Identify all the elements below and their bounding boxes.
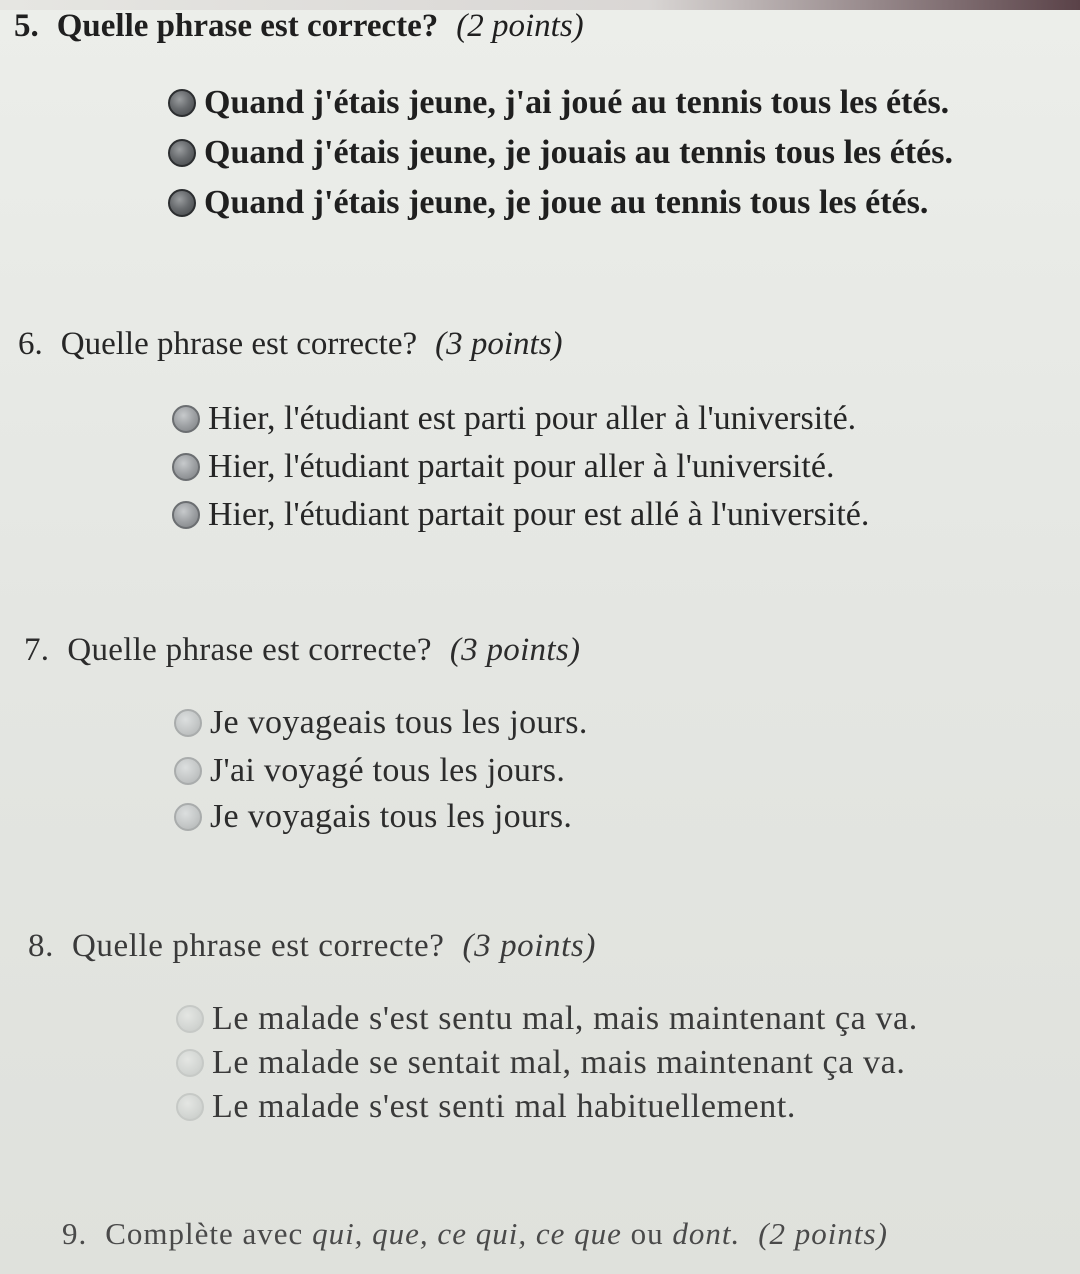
answer-option[interactable] [168, 84, 949, 122]
answer-label: Quand j'étais jeune, je jouais au tennis tous les étés. [204, 134, 953, 171]
question-prompt: Quelle phrase est correcte? [67, 632, 432, 668]
answer-label: J'ai voyagé tous les jours. [210, 752, 566, 789]
question-number: 8. [28, 928, 54, 964]
answer-option[interactable] [174, 752, 565, 790]
radio-button[interactable] [172, 501, 200, 529]
answer-label: Je voyagais tous les jours. [210, 798, 573, 835]
question-number: 5. [14, 8, 39, 44]
radio-button[interactable] [172, 405, 200, 433]
answer-label: Hier, l'étudiant est parti pour aller à l'université. [208, 400, 857, 437]
answer-option[interactable] [176, 1088, 796, 1126]
radio-button[interactable] [168, 139, 196, 167]
question-title [62, 1216, 888, 1252]
radio-button[interactable] [172, 453, 200, 481]
answer-label: Quand j'étais jeune, j'ai joué au tennis tous les étés. [204, 84, 950, 121]
question-or: ou [630, 1216, 664, 1251]
question-points: (2 points) [758, 1216, 888, 1251]
answer-label: Le malade se sentait mal, mais maintenant ça va. [212, 1044, 906, 1081]
question-points: (3 points) [449, 632, 581, 668]
answer-option[interactable] [174, 798, 572, 836]
answer-option[interactable] [176, 1000, 918, 1038]
question-last-term: dont. [672, 1216, 741, 1251]
question-number: 9. [62, 1216, 88, 1251]
answer-option[interactable] [168, 184, 928, 222]
question-prompt: Quelle phrase est correcte? [56, 8, 439, 44]
question-title [24, 632, 580, 669]
answer-option[interactable] [176, 1044, 905, 1082]
question-title [18, 326, 563, 363]
answer-option[interactable] [168, 134, 953, 172]
radio-button[interactable] [174, 757, 202, 785]
answer-option[interactable] [174, 704, 588, 742]
question-number: 6. [18, 326, 43, 362]
question-points: (2 points) [456, 8, 584, 44]
question-prompt: Complète avec [105, 1216, 304, 1251]
answer-option[interactable] [172, 400, 856, 438]
answer-option[interactable] [172, 496, 869, 534]
question-number: 7. [24, 632, 50, 668]
answer-label: Hier, l'étudiant partait pour aller à l'université. [208, 448, 835, 485]
radio-button[interactable] [168, 89, 196, 117]
radio-button[interactable] [174, 709, 202, 737]
question-points: (3 points) [462, 928, 596, 964]
radio-button[interactable] [176, 1049, 204, 1077]
question-terms: qui, que, ce qui, ce que [312, 1216, 622, 1251]
radio-button[interactable] [176, 1093, 204, 1121]
answer-label: Hier, l'étudiant partait pour est allé à l'université. [208, 496, 870, 533]
radio-button[interactable] [168, 189, 196, 217]
question-title [28, 928, 596, 965]
question-prompt: Quelle phrase est correcte? [60, 326, 418, 362]
answer-label: Le malade s'est senti mal habituellement. [212, 1088, 796, 1125]
answer-label: Le malade s'est sentu mal, mais maintenant ça va. [212, 1000, 918, 1037]
answer-option[interactable] [172, 448, 834, 486]
question-prompt: Quelle phrase est correcte? [71, 928, 445, 964]
answer-label: Quand j'étais jeune, je joue au tennis tous les étés. [204, 184, 929, 221]
radio-button[interactable] [176, 1005, 204, 1033]
question-points: (3 points) [435, 326, 563, 362]
radio-button[interactable] [174, 803, 202, 831]
question-title [14, 8, 584, 45]
answer-label: Je voyageais tous les jours. [210, 704, 588, 741]
